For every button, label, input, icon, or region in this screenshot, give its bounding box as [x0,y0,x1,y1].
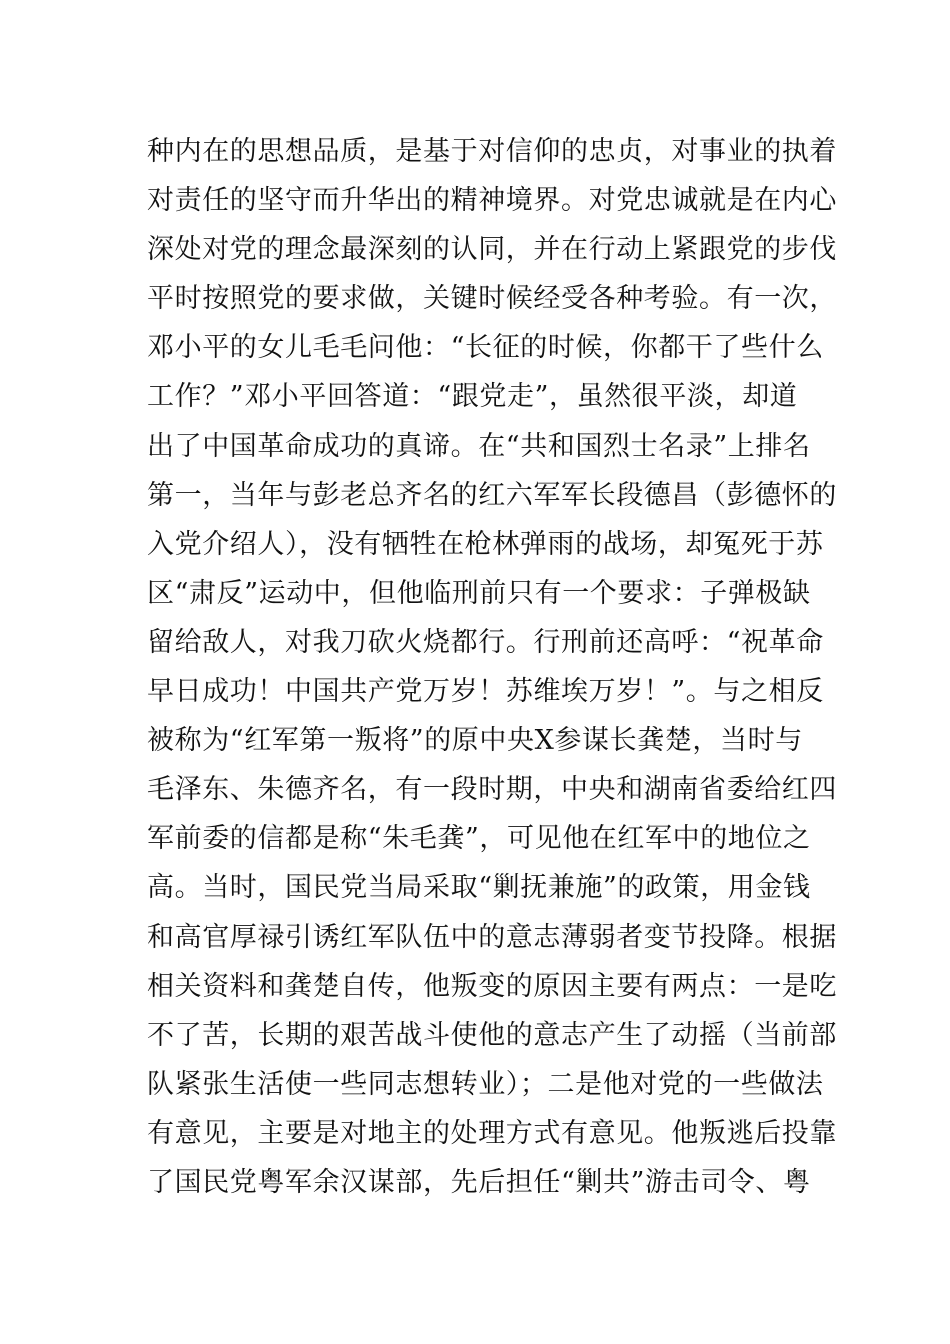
text-line: 留给敌人，对我刀砍火烧都行。行刑前还高呼：“祝革命 [147,626,824,658]
text-line: 深处对党的理念最深刻的认同，并在行动上紧跟党的步伐 [147,234,837,266]
text-line: 早日成功！中国共产党万岁！苏维埃万岁！”。与之相反 [147,676,824,708]
text-line: 出了中国革命成功的真谛。在“共和国烈士名录”上排名 [147,430,811,462]
text-line: 对责任的坚守而升华出的精神境界。对党忠诚就是在内心 [147,185,837,217]
text-line: 平时按照党的要求做，关键时候经受各种考验。有一次， [147,283,837,315]
text-line: 相关资料和龚楚自传，他叛变的原因主要有两点：一是吃 [147,970,837,1002]
text-line: 入党介绍人），没有牺牲在枪林弹雨的战场，却冤死于苏 [147,528,824,560]
body-text [147,127,837,1207]
text-line: 不了苦，长期的艰苦战斗使他的意志产生了动摇（当前部 [147,1019,837,1051]
text-line: 了国民党粤军余汉谋部，先后担任“剿共”游击司令、粤 [147,1166,811,1198]
text-line: 和高官厚禄引诱红军队伍中的意志薄弱者变节投降。根据 [147,921,837,953]
text-line: 种内在的思想品质，是基于对信仰的忠贞，对事业的执着 [147,136,837,167]
text-line: 有意见，主要是对地主的处理方式有意见。他叛逃后投靠 [147,1117,837,1149]
text-line: 高。当时，国民党当局采取“剿抚兼施”的政策，用金钱 [147,872,811,904]
text-line: 邓小平的女儿毛毛问他：“长征的时候，你都干了些什么 [147,332,824,364]
text-line: 被称为“红军第一叛将”的原中央X参谋长龚楚，当时与 [147,725,803,757]
text-line: 第一，当年与彭老总齐名的红六军军长段德昌（彭德怀的 [147,479,837,511]
text-line: 区“肃反”运动中，但他临刑前只有一个要求：子弹极缺 [147,577,811,609]
text-line: 毛泽东、朱德齐名，有一段时期，中央和湖南省委给红四 [147,774,837,806]
text-line: 工作？”邓小平回答道：“跟党走”，虽然很平淡，却道 [147,381,798,413]
text-line: 军前委的信都是称“朱毛龚”，可见他在红军中的地位之 [147,823,811,855]
text-line: 队紧张生活使一些同志想转业）；二是他对党的一些做法 [147,1068,824,1100]
